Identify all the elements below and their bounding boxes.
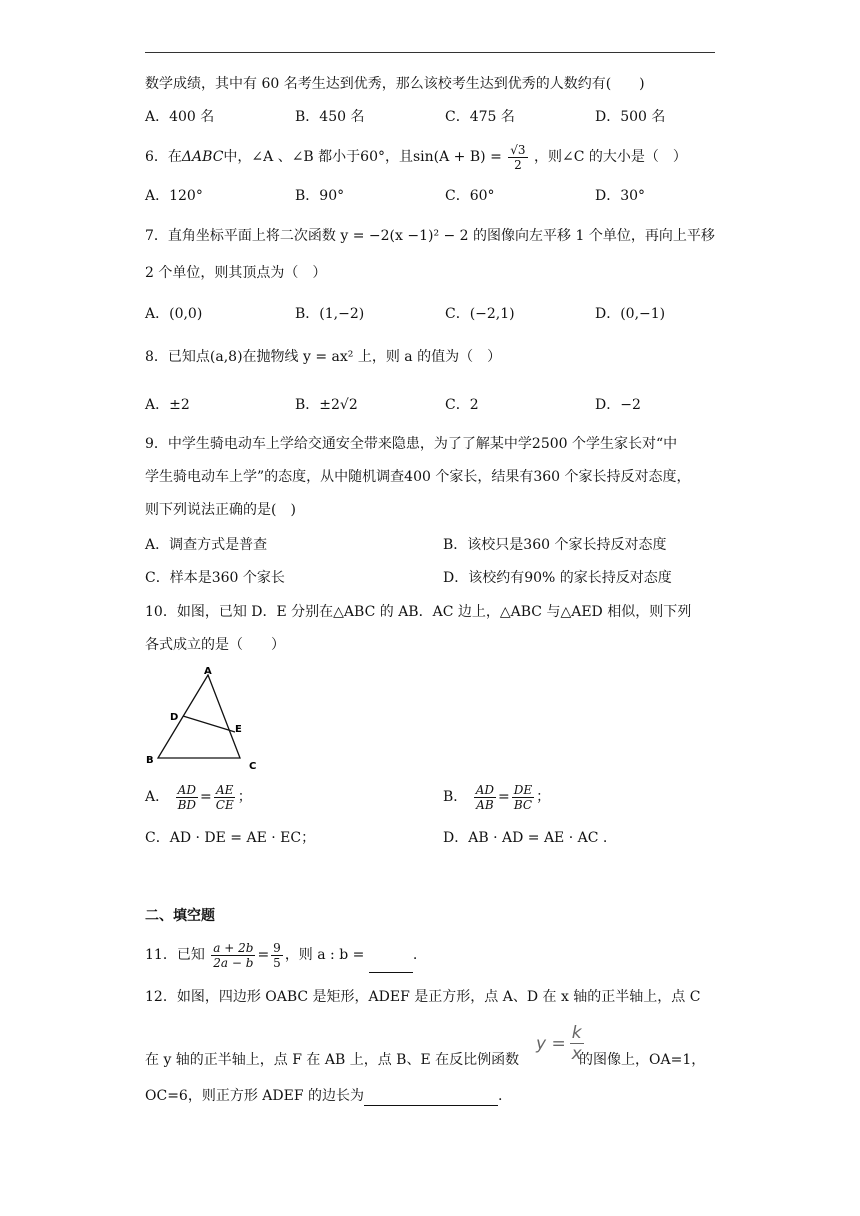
q11-answer-blank[interactable] — [369, 958, 413, 973]
q7-option-c[interactable]: C．(−2,1) — [445, 306, 515, 322]
q6-option-d[interactable]: D．30° — [595, 188, 646, 204]
q12-answer-blank[interactable] — [364, 1091, 498, 1106]
q8-option-d[interactable]: D．−2 — [595, 397, 641, 413]
q10-stem-line1: 10．如图，已知 D．E 分别在△ABC 的 AB．AC 边上，△ABC 与△AED 相似，则下列 — [145, 604, 692, 620]
q6-stem: 6．在ΔABC中，∠A 、∠B 都小于60°，且sin(A + B) = $\frac{√3}{2}$ ，则∠C 的大小是（ ） — [145, 142, 687, 172]
q6-fraction: $\frac{√3}{2}$ — [510, 142, 526, 172]
q9-stem-line3: 则下列说法正确的是( ) — [145, 502, 296, 518]
q12-stem-line2b: 的图像上，OA=1， — [579, 1052, 706, 1068]
q8-option-b[interactable]: B．±2√2 — [295, 397, 358, 413]
q10-stem-line2: 各式成立的是（ ） — [145, 637, 285, 653]
q5-continuation: 数学成绩，其中有 60 名考生达到优秀，那么该校考生达到优秀的人数约有( ) — [145, 76, 645, 92]
section-heading-fill-in: 二、填空题 — [145, 908, 215, 924]
q10-option-c[interactable]: C．AD · DE = AE · EC； — [145, 830, 316, 846]
q10-option-d[interactable]: D．AB · AD = AE · AC . — [443, 830, 608, 846]
q9-option-b[interactable]: B．该校只是360 个家长持反对态度 — [443, 537, 667, 553]
q7-option-a[interactable]: A．(0,0) — [145, 306, 203, 322]
q11-stem: 11．已知 $\frac{a + 2b}{2a - b}$ = $\frac{9}{5}$ ，则 a : b = . — [145, 937, 417, 973]
q8-option-c[interactable]: C．2 — [445, 397, 479, 413]
label-a: A — [204, 666, 212, 677]
q7-option-b[interactable]: B．(1,−2) — [295, 306, 365, 322]
q6-option-b[interactable]: B．90° — [295, 188, 345, 204]
label-d: D — [170, 712, 179, 723]
q5-option-b[interactable]: B．450 名 — [295, 109, 365, 125]
q6-option-a[interactable]: A．120° — [145, 188, 203, 204]
q12-inverse-function: y = $\frac{k}{x}$ — [536, 1023, 582, 1064]
q10-option-a[interactable]: A． $\frac{AD}{BD}$ = $\frac{AE}{CE}$ ； — [145, 782, 252, 812]
q7-stem-line1: 7．直角坐标平面上将二次函数 y = −2(x −1)² − 2 的图像向左平移 1 个单位，再向上平移 — [145, 228, 715, 244]
q9-option-d[interactable]: D．该校约有90% 的家长持反对态度 — [443, 570, 672, 586]
label-e: E — [235, 724, 242, 735]
q9-stem-line1: 9．中学生骑电动车上学给交通安全带来隐患，为了了解某中学2500 个学生家长对“中 — [145, 436, 678, 452]
q7-stem-line2: 2 个单位，则其顶点为（ ） — [145, 265, 327, 281]
q5-option-d[interactable]: D．500 名 — [595, 109, 666, 125]
q6-option-c[interactable]: C．60° — [445, 188, 495, 204]
triangle-figure — [140, 662, 270, 772]
q8-stem: 8．已知点(a,8)在抛物线 y = ax² 上，则 a 的值为（ ） — [145, 349, 502, 365]
q12-stem-line2a: 在 y 轴的正半轴上，点 F 在 AB 上，点 B、E 在反比例函数 — [145, 1052, 520, 1068]
q7-option-d[interactable]: D．(0,−1) — [595, 306, 666, 322]
header-rule — [145, 52, 715, 53]
q12-stem-line1: 12．如图，四边形 OABC 是矩形，ADEF 是正方形，点 A、D 在 x 轴的正半轴上，点 C — [145, 989, 701, 1005]
q9-option-c[interactable]: C．样本是360 个家长 — [145, 570, 285, 586]
q12-stem-line3: OC=6，则正方形 ADEF 的边长为 . — [145, 1088, 503, 1104]
q5-option-c[interactable]: C．475 名 — [445, 109, 515, 125]
q9-option-a[interactable]: A．调查方式是普查 — [145, 537, 268, 553]
q5-option-a[interactable]: A．400 名 — [145, 109, 215, 125]
q8-option-a[interactable]: A．±2 — [145, 397, 190, 413]
label-b: B — [146, 755, 154, 766]
q10-option-b[interactable]: B． $\frac{AD}{AB}$ = $\frac{DE}{BC}$ ； — [443, 782, 551, 812]
q9-stem-line2: 学生骑电动车上学”的态度，从中随机调查400 个家长，结果有360 个家长持反对态度， — [145, 469, 691, 485]
label-c: C — [249, 761, 257, 772]
